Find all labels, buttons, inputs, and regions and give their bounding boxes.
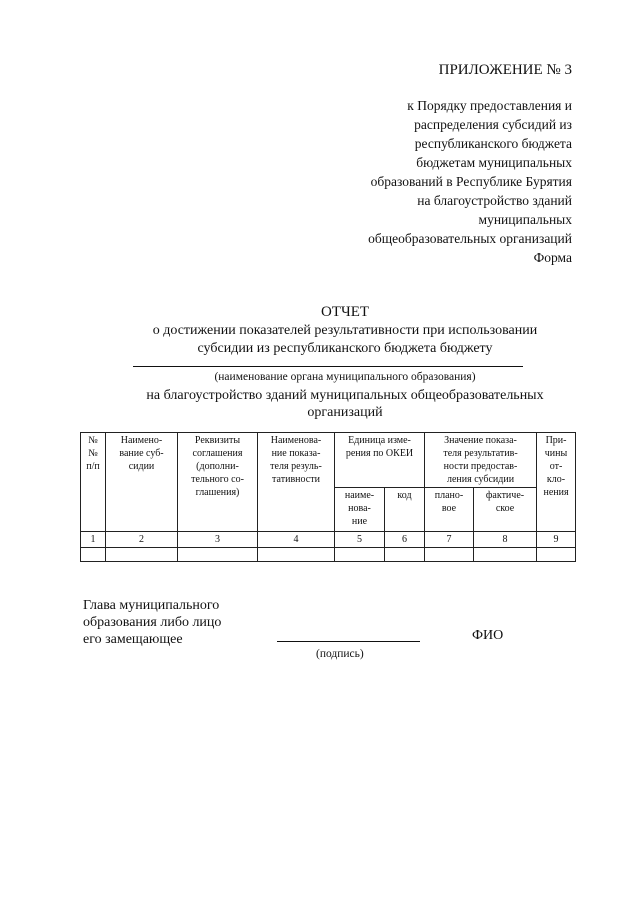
appendix-line: общеобразовательных организаций [368, 231, 572, 246]
report-purpose-line: на благоустройство зданий муниципальных общеобразовательных [146, 388, 544, 403]
appendix-title: ПРИЛОЖЕНИЕ № 3 [438, 62, 572, 78]
form-label: Форма [533, 250, 572, 265]
appendix-line: на благоустройство зданий [417, 193, 572, 208]
report-title: ОТЧЕТ [320, 304, 370, 320]
table-row-column-numbers [81, 532, 576, 548]
signature-caption: (подпись) [316, 648, 364, 660]
header-unit-code: код [385, 488, 425, 532]
signature-line[interactable] [277, 641, 420, 642]
report-subtitle [0, 322, 640, 358]
header-value-fact: фактиче- ское [474, 488, 537, 532]
table-cell[interactable] [81, 548, 106, 562]
column-number: 9 [537, 532, 576, 548]
column-number: 4 [258, 532, 335, 548]
column-number: 2 [106, 532, 178, 548]
municipality-caption: (наименование органа муниципального образования) [214, 371, 476, 383]
header-deviation-reasons: При- чины от- кло- нения [537, 433, 576, 532]
report-subtitle-line: субсидии из республиканского бюджета бюджету [197, 341, 493, 356]
report-purpose-line: организаций [307, 405, 383, 420]
table-cell[interactable] [425, 548, 474, 562]
appendix-line: муниципальных [478, 212, 572, 227]
header-value-plan: плано- вое [425, 488, 474, 532]
appendix-reference [272, 96, 572, 248]
column-number: 8 [474, 532, 537, 548]
table-cell[interactable] [335, 548, 385, 562]
header-indicator-name: Наименова- ние показа- теля резуль- тативности [258, 433, 335, 532]
header-number: № № п/п [81, 433, 106, 532]
table-cell[interactable] [385, 548, 425, 562]
table-cell[interactable] [258, 548, 335, 562]
appendix-line: бюджетам муниципальных [416, 155, 572, 170]
report-purpose [0, 387, 640, 421]
column-number: 3 [178, 532, 258, 548]
report-table [80, 432, 576, 562]
column-number: 5 [335, 532, 385, 548]
table-row-empty [81, 548, 576, 562]
report-subtitle-line: о достижении показателей результативности при использовании [152, 323, 538, 338]
municipality-blank-line [133, 366, 523, 367]
header-subsidy-name: Наимено- вание суб- сидии [106, 433, 178, 532]
appendix-line: образований в Республике Бурятия [370, 174, 572, 189]
appendix-line: распределения субсидий из [414, 117, 572, 132]
table-cell[interactable] [537, 548, 576, 562]
column-number: 6 [385, 532, 425, 548]
table-cell[interactable] [178, 548, 258, 562]
header-unit-name: наиме- нова- ние [335, 488, 385, 532]
column-number: 7 [425, 532, 474, 548]
appendix-line: республиканского бюджета [414, 136, 572, 151]
signatory-title: Глава муниципального образования либо лицо его замещающее [83, 598, 222, 647]
header-okei-unit: Единица изме- рения по ОКЕИ [335, 433, 425, 488]
fio-label: ФИО [472, 628, 504, 643]
header-indicator-value: Значение показа- теля результатив- ности предостав- ления субсидии [425, 433, 537, 488]
table-cell[interactable] [474, 548, 537, 562]
table-cell[interactable] [106, 548, 178, 562]
column-number: 1 [81, 532, 106, 548]
appendix-line: к Порядку предоставления и [407, 98, 572, 113]
header-agreement-details: Реквизиты соглашения (дополни- тельного со- глашения) [178, 433, 258, 532]
